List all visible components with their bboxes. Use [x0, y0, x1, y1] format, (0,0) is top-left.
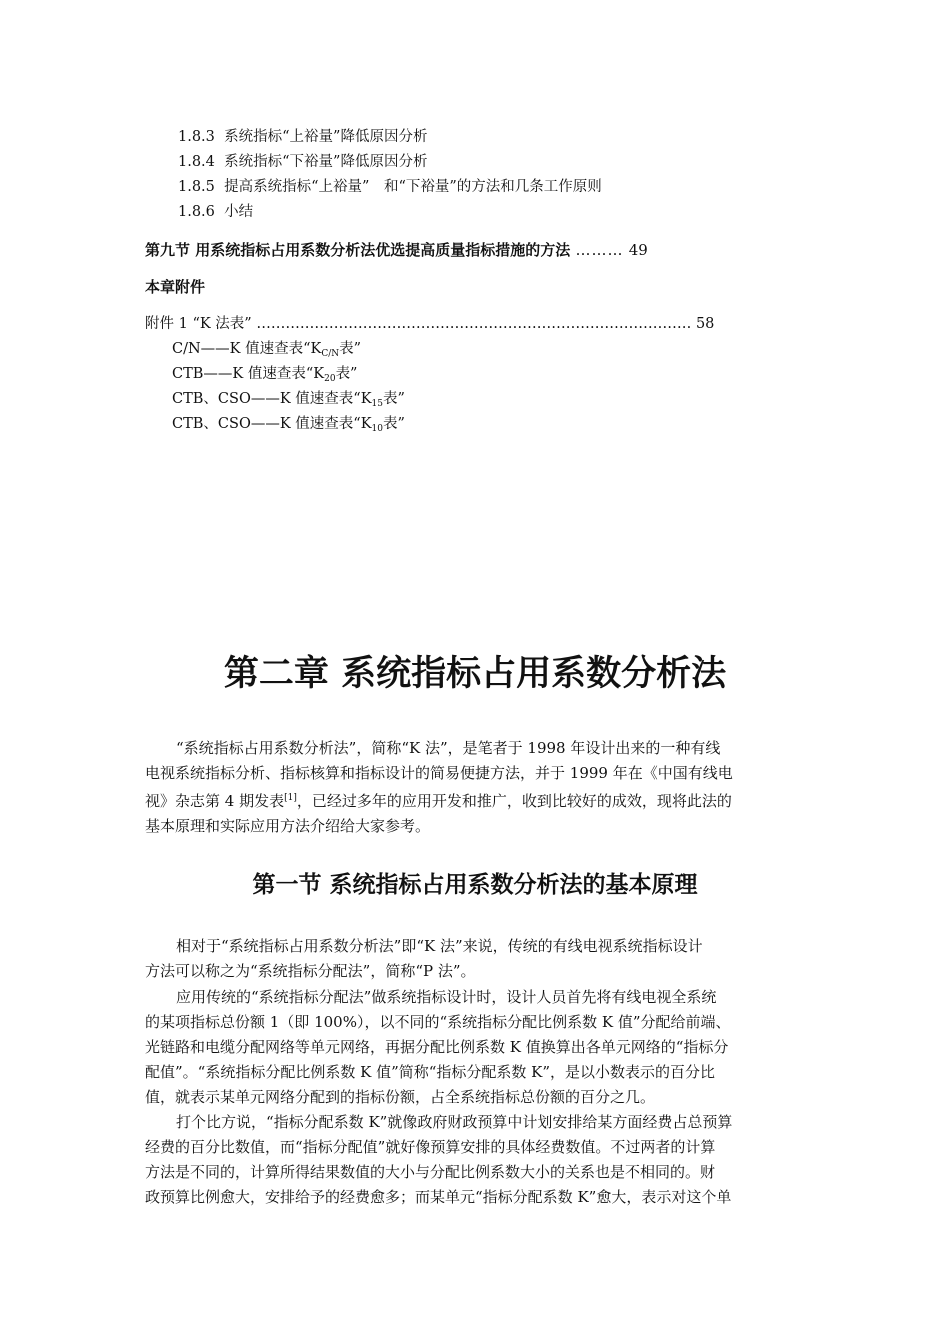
- toc-leader-dots: ………: [575, 241, 624, 259]
- paragraph-line: 值，就表示某单元网络分配到的指标份额，占全系统指标总份额的百分之几。: [145, 1088, 656, 1106]
- toc-attachment-item[interactable]: [172, 364, 357, 389]
- paragraph-line: 政预算比例愈大，安排给予的经费愈多；而某单元“指标分配系数 K”愈大，表示对这个单: [145, 1188, 732, 1206]
- paragraph-line: 经费的百分比数值，而“指标分配值”就好像预算安排的具体经费数值。不过两者的计算: [145, 1138, 716, 1156]
- line-text: 视》杂志第 4 期发表: [145, 792, 285, 810]
- toc-entry-number: 1.8.3: [178, 129, 215, 145]
- paragraph-line: 应用传统的“系统指标分配法”做系统指标设计时，设计人员首先将有线电视全系统: [176, 988, 717, 1006]
- body-paragraph-3: [145, 1110, 825, 1210]
- paragraph-line: [145, 786, 825, 814]
- toc-attachments-heading: 本章附件: [145, 278, 206, 296]
- body-paragraph-1: [145, 934, 825, 984]
- paragraph-line: “系统指标占用系数分析法”，简称“K 法”，是笔者于 1998 年设计出来的一种有线: [176, 739, 721, 757]
- toc-entry-number: 1.8.5: [178, 179, 215, 195]
- toc-attachment-item[interactable]: [172, 389, 405, 414]
- toc-entry-1-8-6[interactable]: [178, 202, 253, 222]
- toc-entry-1-8-5[interactable]: [178, 177, 602, 197]
- toc-item-text: CTB——K 值速查表“K: [172, 366, 325, 382]
- toc-entry-text: 小结: [224, 204, 254, 220]
- toc-item-text-end: 表”: [382, 416, 405, 432]
- paragraph-line: 配值”。“系统指标分配比例系数 K 值”简称“指标分配系数 K”，是以小数表示的百分比: [145, 1063, 716, 1081]
- toc-item-subscript: 10: [371, 424, 383, 434]
- toc-entry-1-8-4[interactable]: [178, 152, 427, 172]
- toc-entry-number: 1.8.4: [178, 154, 215, 170]
- paragraph-line: 方法可以称之为“系统指标分配法”，简称“P 法”。: [145, 962, 476, 980]
- toc-item-subscript: 20: [324, 374, 336, 384]
- body-paragraph-2: [145, 985, 825, 1110]
- toc-item-subscript: C/N: [321, 349, 340, 359]
- toc-item-text: C/N——K 值速查表“K: [172, 341, 322, 357]
- toc-attachment-text: 附件 1 “K 法表”: [145, 316, 252, 332]
- toc-item-subscript: 15: [371, 399, 383, 409]
- paragraph-line: 的某项指标总份额 1（即 100%），以不同的“系统指标分配比例系数 K 值”分配给前端、: [145, 1013, 731, 1031]
- chapter-title: 第二章 系统指标占用系数分析法: [223, 654, 727, 694]
- toc-attachment-item[interactable]: [172, 339, 361, 364]
- toc-entry-text: 提高系统指标“上裕量” 和“下裕量”的方法和几条工作原则: [224, 179, 602, 195]
- paragraph-line: 光链路和电缆分配网络等单元网络，再据分配比例系数 K 值换算出各单元网络的“指标分: [145, 1038, 729, 1056]
- paragraph-line: 电视系统指标分析、指标核算和指标设计的简易便捷方法，并于 1999 年在《中国有线电: [145, 764, 733, 782]
- toc-entry-text: 系统指标“下裕量”降低原因分析: [224, 154, 428, 170]
- toc-page-number: 58: [695, 316, 715, 332]
- toc-entry-number: 1.8.6: [178, 204, 215, 220]
- toc-section-text: 第九节 用系统指标占用系数分析法优选提高质量指标措施的方法: [145, 241, 571, 259]
- toc-entry-1-8-3[interactable]: [178, 127, 427, 147]
- toc-entry-section-9[interactable]: [145, 239, 648, 261]
- section-title: 第一节 系统指标占用系数分析法的基本原理: [252, 872, 698, 898]
- intro-paragraph: [145, 736, 825, 839]
- paragraph-line: 相对于“系统指标占用系数分析法”即“K 法”来说，传统的有线电视系统指标设计: [176, 937, 703, 955]
- citation-ref[interactable]: [1]: [284, 793, 297, 803]
- toc-item-text-end: 表”: [335, 366, 358, 382]
- toc-item-text: CTB、CSO——K 值速查表“K: [172, 391, 372, 407]
- toc-item-text-end: 表”: [382, 391, 405, 407]
- paragraph-line: 打个比方说，“指标分配系数 K”就像政府财政预算中计划安排给某方面经费占总预算: [176, 1113, 733, 1131]
- toc-entry-text: 系统指标“上裕量”降低原因分析: [224, 129, 428, 145]
- toc-item-text-end: 表”: [339, 341, 362, 357]
- toc-page-number: 49: [628, 241, 648, 259]
- line-text: ，已经过多年的应用开发和推广，收到比较好的成效，现将此法的: [296, 792, 732, 810]
- toc-attachment-item[interactable]: [172, 414, 405, 439]
- toc-item-text: CTB、CSO——K 值速查表“K: [172, 416, 372, 432]
- toc-attachment-1[interactable]: [145, 314, 714, 334]
- paragraph-line: 方法是不同的，计算所得结果数值的大小与分配比例系数大小的关系也是不相同的。财: [145, 1163, 716, 1181]
- toc-leader-dots: ………………………………………………………………………………: [256, 316, 692, 332]
- paragraph-line: 基本原理和实际应用方法介绍给大家参考。: [145, 817, 431, 835]
